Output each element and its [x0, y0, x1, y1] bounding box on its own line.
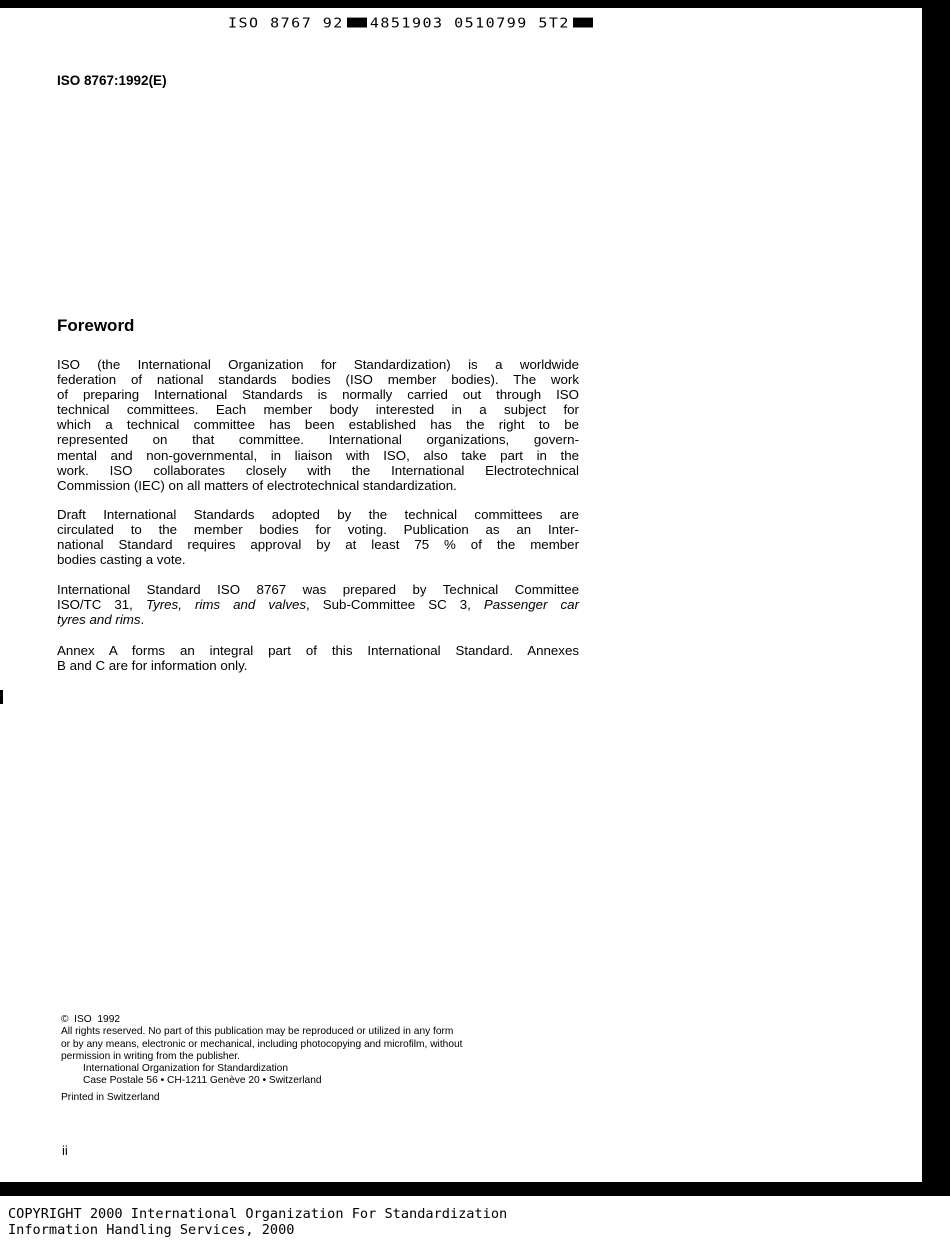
document-id: ISO 8767:1992(E): [57, 73, 167, 88]
barcode-segment-2: 4851903 0510799 5T2: [369, 14, 570, 32]
footer-line: Information Handling Services, 2000: [8, 1221, 295, 1238]
scan-border-top: [0, 0, 950, 8]
text-line: [57, 612, 579, 627]
foreword-paragraph-2: [57, 507, 579, 567]
copyright-notice: © ISO 1992: [61, 1014, 121, 1025]
barcode-block-2: [573, 18, 593, 28]
publisher-org: International Organization for Standardization: [83, 1063, 289, 1075]
footer-line: COPYRIGHT 2000 International Organization For Standardization: [8, 1206, 508, 1222]
scan-border-bottom: [0, 1182, 950, 1196]
barcode-segment-1: ISO 8767 92: [228, 14, 344, 32]
text-line: technical committees. Each member body interested in a subject for: [57, 402, 579, 418]
text-run: .: [140, 612, 145, 628]
page-number: ii: [62, 1143, 68, 1158]
text-line: ISO (the International Organization for Standardization) is a worldwide: [57, 357, 579, 372]
committee-title: Tyres, rims and valves: [145, 597, 307, 613]
text-line: of preparing International Standards is normally carried out through ISO: [57, 387, 579, 403]
text-run: ISO/TC 31,: [57, 597, 146, 613]
rights-line: All rights reserved. No part of this publication may be reproduced or utilized in any form: [61, 1026, 454, 1038]
text-run: , Sub-Committee SC 3,: [306, 597, 484, 613]
foreword-paragraph-4: [57, 643, 579, 673]
printed-in: Printed in Switzerland: [61, 1091, 160, 1103]
subcommittee-title-cont: tyres and rims: [57, 612, 141, 628]
foreword-paragraph-3: [57, 582, 579, 627]
text-line: circulated to the member bodies for voting. Publication as an Inter-: [57, 522, 579, 538]
text-line: [57, 597, 579, 612]
text-line: Annex A forms an integral part of this International Standard. Annexes: [57, 643, 579, 658]
rights-line: or by any means, electronic or mechanical, including photocopying and microfilm, without: [61, 1038, 463, 1050]
text-line: B and C are for information only.: [57, 658, 248, 674]
text-line: federation of national standards bodies (ISO member bodies). The work: [57, 372, 579, 388]
text-line: Draft International Standards adopted by the technical committees are: [57, 507, 579, 522]
text-line: represented on that committee. International organizations, govern-: [57, 432, 579, 448]
scan-border-right: [922, 0, 950, 1182]
barcode-block-1: [347, 18, 367, 28]
text-line: work. ISO collaborates closely with the International Electrotechnical: [57, 462, 579, 478]
text-line: International Standard ISO 8767 was prepared by Technical Committee: [57, 582, 579, 597]
rights-line: permission in writing from the publisher.: [61, 1050, 240, 1062]
foreword-heading: Foreword: [57, 316, 135, 335]
text-line: bodies casting a vote.: [57, 552, 186, 568]
subcommittee-title: Passenger car: [483, 597, 580, 613]
text-line: Commission (IEC) on all matters of electrotechnical standardization.: [57, 477, 457, 493]
publisher-address: Case Postale 56 • CH-1211 Genève 20 • Switzerland: [83, 1075, 322, 1087]
text-line: national Standard requires approval by at least 75 % of the member: [57, 537, 579, 553]
scan-edge-mark: [0, 690, 3, 704]
copyright-block: [61, 1014, 591, 1104]
text-line: mental and non-governmental, in liaison with ISO, also take part in the: [57, 447, 579, 463]
foreword-paragraph-1: [57, 357, 579, 493]
copyright-footer: [8, 1207, 507, 1238]
text-line: which a technical committee has been established has the right to be: [57, 417, 579, 433]
barcode-header: [228, 15, 596, 31]
